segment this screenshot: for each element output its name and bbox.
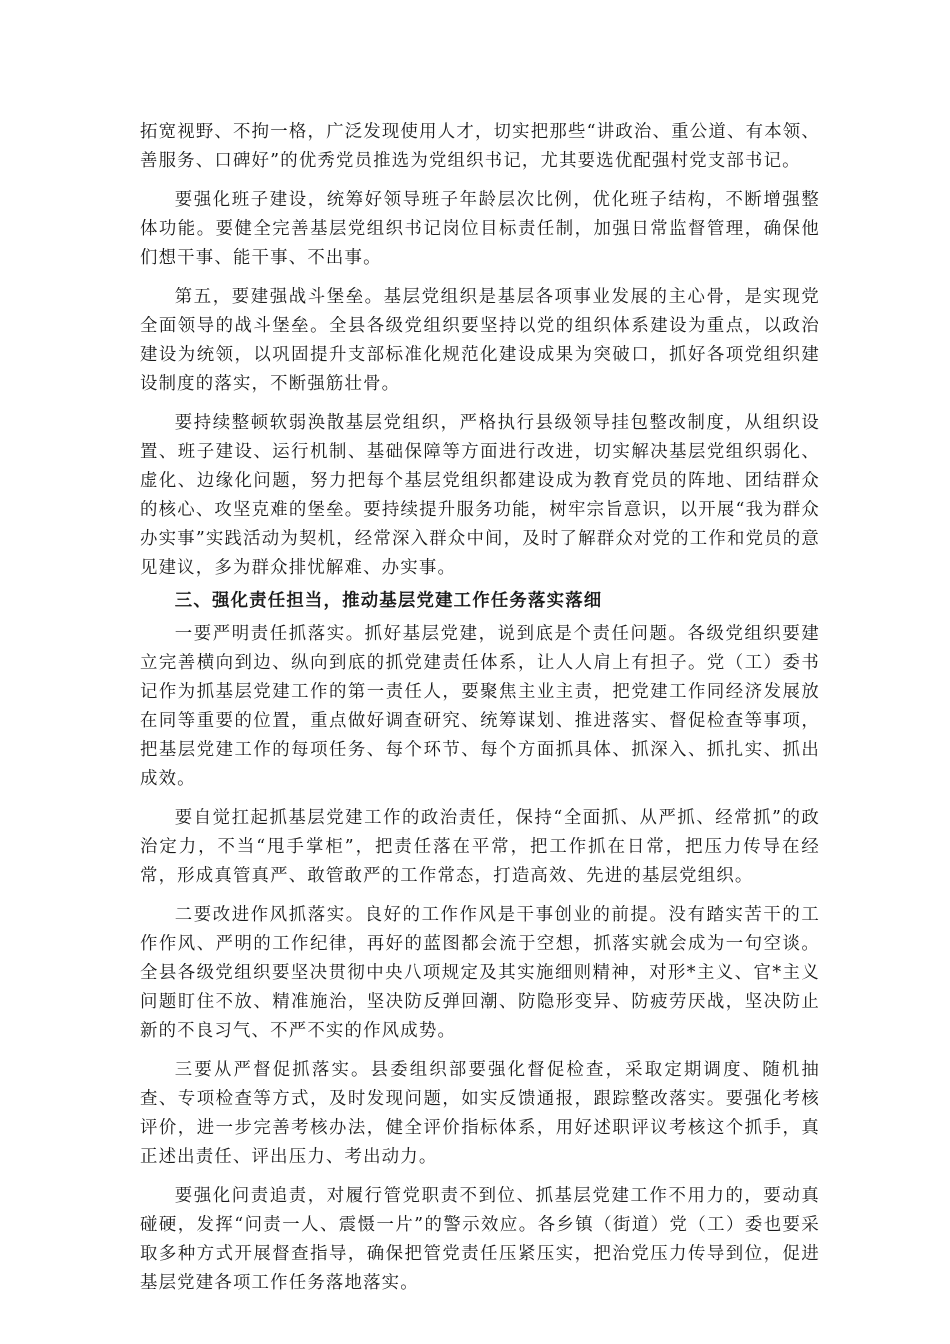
document-page: [140, 118, 820, 1308]
paragraph: 要强化问责追责，对履行管党职责不到位、抓基层党建工作不用力的，要动真碰硬，发挥“问责一人、震慑一片”的警示效应。各乡镇（街道）党（工）委也要采取多种方式开展督查指导，确保把管党责任压紧压实，把治党压力传导到位，促进基层党建各项工作任务落地落实。: [140, 1186, 820, 1293]
paragraph: 要自觉扛起抓基层党建工作的政治责任，保持“全面抓、从严抓、经常抓”的政治定力，不当“甩手掌柜”，把责任落在平常，把工作抓在日常，把压力传导在经常，形成真管真严、敢管敢严的工作常态，打造高效、先进的基层党组织。: [140, 808, 820, 886]
paragraph: 二要改进作风抓落实。良好的工作作风是干事创业的前提。没有踏实苦干的工作作风、严明的工作纪律，再好的蓝图都会流于空想，抓落实就会成为一句空谈。全县各级党组织要坚决贯彻中央八项规定及其实施细则精神，对形*主义、官*主义问题盯住不放、精准施治，坚决防反弹回潮、防隐形变异、防疲劳厌战，坚决防止新的不良习气、不严不实的作风成势。: [140, 905, 820, 1041]
paragraph: 要强化班子建设，统筹好领导班子年龄层次比例，优化班子结构，不断增强整体功能。要健全完善基层党组织书记岗位目标责任制，加强日常监督管理，确保他们想干事、能干事、不出事。: [140, 190, 820, 268]
paragraph: 拓宽视野、不拘一格，广泛发现使用人才，切实把那些“讲政治、重公道、有本领、善服务、口碑好”的优秀党员推选为党组织书记，尤其要选优配强村党支部书记。: [140, 122, 820, 171]
paragraph: 一要严明责任抓落实。抓好基层党建，说到底是个责任问题。各级党组织要建立完善横向到边、纵向到底的抓党建责任体系，让人人肩上有担子。党（工）委书记作为抓基层党建工作的第一责任人，要聚焦主业主责，把党建工作同经济发展放在同等重要的位置，重点做好调查研究、统筹谋划、推进落实、督促检查等事项，把基层党建工作的每项任务、每个环节、每个方面抓具体、抓深入、抓扎实、抓出成效。: [140, 624, 820, 789]
section-heading: 三、强化责任担当，推动基层党建工作任务落实落细: [174, 591, 603, 611]
paragraph: 三要从严督促抓落实。县委组织部要强化督促检查，采取定期调度、随机抽查、专项检查等方式，及时发现问题，如实反馈通报，跟踪整改落实。要强化考核评价，进一步完善考核办法，健全评价指标体系，用好述职评议考核这个抓手，真正述出责任、评出压力、考出动力。: [140, 1060, 820, 1167]
paragraph: 第五，要建强战斗堡垒。基层党组织是基层各项事业发展的主心骨，是实现党全面领导的战斗堡垒。全县各级党组织要坚持以党的组织体系建设为重点，以政治建设为统领，以巩固提升支部标准化规范化建设成果为突破口，抓好各项党组织建设制度的落实，不断强筋壮骨。: [140, 287, 820, 394]
paragraph: 要持续整顿软弱涣散基层党组织，严格执行县级领导挂包整改制度，从组织设置、班子建设、运行机制、基础保障等方面进行改进，切实解决基层党组织弱化、虚化、边缘化问题，努力把每个基层党组织都建设成为教育党员的阵地、团结群众的核心、攻坚克难的堡垒。要持续提升服务功能，树牢宗旨意识，以开展“我为群众办实事”实践活动为契机，经常深入群众中间，及时了解群众对党的工作和党员的意见建议，多为群众排忧解难、办实事。: [140, 413, 820, 578]
